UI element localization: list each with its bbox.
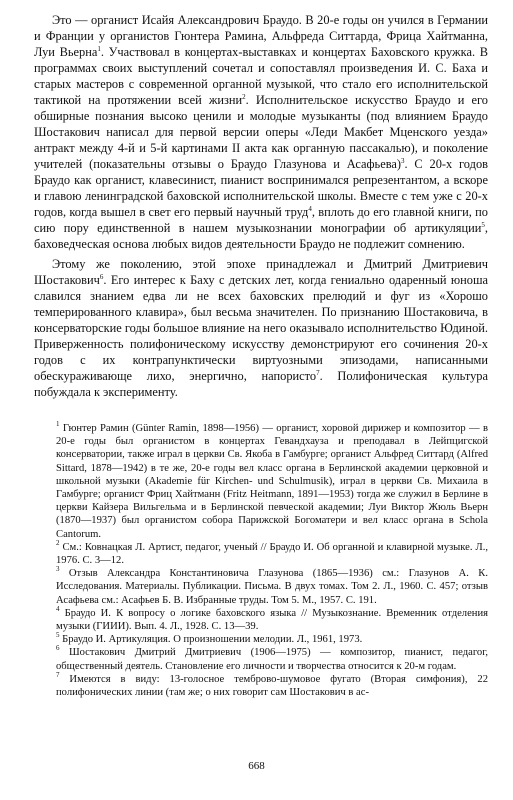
footnote: $^6$ Шостакович Дмитрий Дмитриевич (1906—1975) — композитор, пианист, педагог, общественный деятель. Становление его личности и творчества относится к 20-м годам. bbox=[56, 644, 488, 672]
footnote-ref: 7 bbox=[316, 369, 320, 377]
footnote: $^3$ Отзыв Александра Константиновича Глазунова (1865—1936) см.: Глазунов А. К. Исследования. Материалы. Публикации. Письма. В двух томах. Том 2. Л., 1960. С. 457; отзыв Асафьева см.: Асафьев Б. В. Избранные труды. Том 5. М., 1957. С. 191. bbox=[56, 565, 488, 606]
paragraph: Это — органист Исайя Александрович Браудо. В 20-е годы он учился в Германии и Франции у органистов Гюнтера Рамина, Альфреда Ситтарда, Фрица Хайтманна, Луи Вьерна$^1$. Участвовал в концертах-выставках и концертах Баховского кружка. В программах своих выступлений сочетал и сопоставлял произведения И. С. Баха и старых мастеров с современной органной музыкой, что стало его исполнительской тактикой на протяжении всей жизни$^2$. Исполнительское искусство Браудо и его обширные познания высоко ценили и молодые музыканты (под влиянием Браудо Шостакович написал для первой версии оперы «Леди Макбет Мценского уезда» антракт между 4-й и 5-й картинами II акта как органную пассакалью), и поколение учителей (показательны отзывы о Браудо Глазунова и Асафьева)$^3$. С 20-х годов Браудо как органист, клавесинист, пианист воспринимался репрезентантом, а вскоре и главою ленинградской баховской исполнительской школы. Вместе с тем уже с 20-х годов, когда вышел в свет его первый научный труд$^4$, вплоть до его главной книги, по сию пору единственной в нашем музыкознании монографии об артикуляции$^5$, баховедческая основа любых видов деятельности Браудо не подлежит сомнению. bbox=[34, 13, 488, 251]
footnote: $^5$ Браудо И. Артикуляция. О произношении мелодии. Л., 1961, 1973. bbox=[56, 631, 363, 646]
footnote: $^2$ См.: Ковнацкая Л. Артист, педагог, ученый // Браудо И. Об органной и клавирной музыке. Л., 1976. С. 3—12. bbox=[56, 538, 488, 567]
footnote: $^7$ Имеются в виду: 13-голосное темброво-шумовое фугато (Вторая симфония), 22 полифонических линии (там же; о них говорит сам Шостакович в ас- bbox=[56, 670, 488, 699]
main-text bbox=[34, 12, 488, 400]
footnote-ref: 2 bbox=[242, 93, 246, 101]
footnote-ref: 3 bbox=[401, 157, 405, 165]
footnote-ref: 4 bbox=[308, 205, 312, 213]
footnote: $^4$ Браудо И. К вопросу о логике баховского языка // Музыкознание. Временник отделения музыки (ГИИИ). Вып. 4. Л., 1928. С. 13—39. bbox=[56, 604, 488, 633]
page-number: 668 bbox=[248, 760, 265, 772]
footnote: $^1$ Гюнтер Рамин (Günter Ramin, 1898—1956) — органист, хоровой дирижер и композитор — в 20-е годы был органистом в концертах Гевандхауза и преподавал в Лейпцигской консерватории, также играл в церкви Св. Якоба в Гамбурге; органист Альфред Ситтард (Alfred Sittard, 1878—1942) в те же, 20-е годы вел класс органа в Берлинской академии церковной и школьной музыки (Akademie für Kirchen- und Schulmusik), играл в церкви Св. Михаила в Гамбурге; органист Фриц Хайтманн (Fritz Heitmann, 1891—1953) тогда же служил в Берлине в церкви Кайзера Вильгельма и в Берлинской певческой академии; Луи Виктор Жюль Вьерн (1870—1937) был органистом собора Парижской Богоматери и вел класс органа в Schola Cantorum. bbox=[56, 420, 488, 540]
footnote-ref: 1 bbox=[97, 45, 101, 53]
footnote-ref: 5 bbox=[481, 221, 485, 229]
footnote-ref: 6 bbox=[99, 273, 104, 281]
footnotes bbox=[56, 422, 488, 699]
paragraph: Этому же поколению, этой эпохе принадлежал и Дмитрий Дмитриевич Шостакович$^6$. Его интерес к Баху с детских лет, когда гениально одаренный юноша славился знанием едва ли не всех баховских прелюдий и фуг из «Хорошо темперированного клавира», был весьма значителен. По признанию Шостаковича, в консерваторские годы большое влияние на него оказывало исполнительство Юдиной. Приверженность полифоническому искусству демонстрируют его сочинения 20-х годов с их контрапунктически виртуозными эпизодами, написанными обескураживающе лихо, энергично, напористо$^7$. Полифоническая культура побуждала к эксперименту. bbox=[34, 257, 488, 399]
